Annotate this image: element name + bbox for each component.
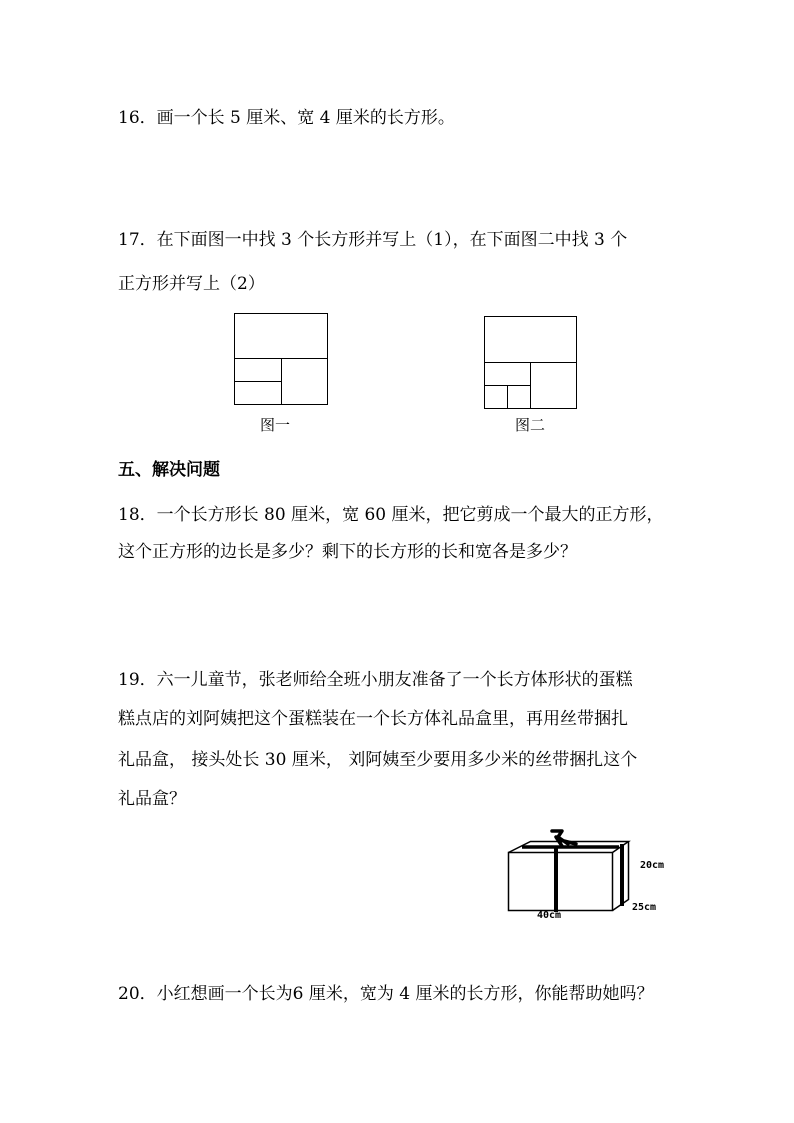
question-18-line-1: 18．一个长方形长 80 厘米，宽 60 厘米，把它剪成一个最大的正方形，: [118, 505, 664, 525]
box-height-label: 20cm: [640, 860, 665, 871]
figure-1-caption: 图一: [260, 416, 291, 434]
question-19-line-2: 糕点店的刘阿姨把这个蛋糕装在一个长方体礼品盒里，再用丝带捆扎: [118, 709, 628, 729]
box-width-label: 25cm: [632, 902, 657, 913]
figure-2-caption: 图二: [515, 416, 546, 434]
figure-2-squares: [484, 316, 578, 410]
section-5-heading: 五、解决问题: [118, 460, 220, 480]
question-17-line-2: 正方形并写上（2）: [118, 274, 265, 294]
question-16: 16．画一个长 5 厘米、宽 4 厘米的长方形。: [118, 108, 455, 128]
question-19-line-1: 19．六一儿童节，张老师给全班小朋友准备了一个长方体形状的蛋糕: [118, 670, 633, 690]
question-18-line-2: 这个正方形的边长是多少？剩下的长方形的长和宽各是多少？: [118, 542, 577, 562]
figure-1-rectangles: [234, 313, 329, 406]
question-19-line-3: 礼品盒， 接头处长 30 厘米， 刘阿姨至少要用多少米的丝带捆扎这个: [118, 750, 638, 770]
question-20: 20．小红想画一个长为6 厘米，宽为 4 厘米的长方形，你能帮助她吗？: [118, 984, 654, 1004]
question-17-line-1: 17．在下面图一中找 3 个长方形并写上（1），在下面图二中找 3 个: [118, 230, 628, 250]
question-19-line-4: 礼品盒？: [118, 789, 186, 809]
gift-box-illustration: [500, 822, 645, 914]
box-length-label: 40cm: [537, 910, 562, 921]
